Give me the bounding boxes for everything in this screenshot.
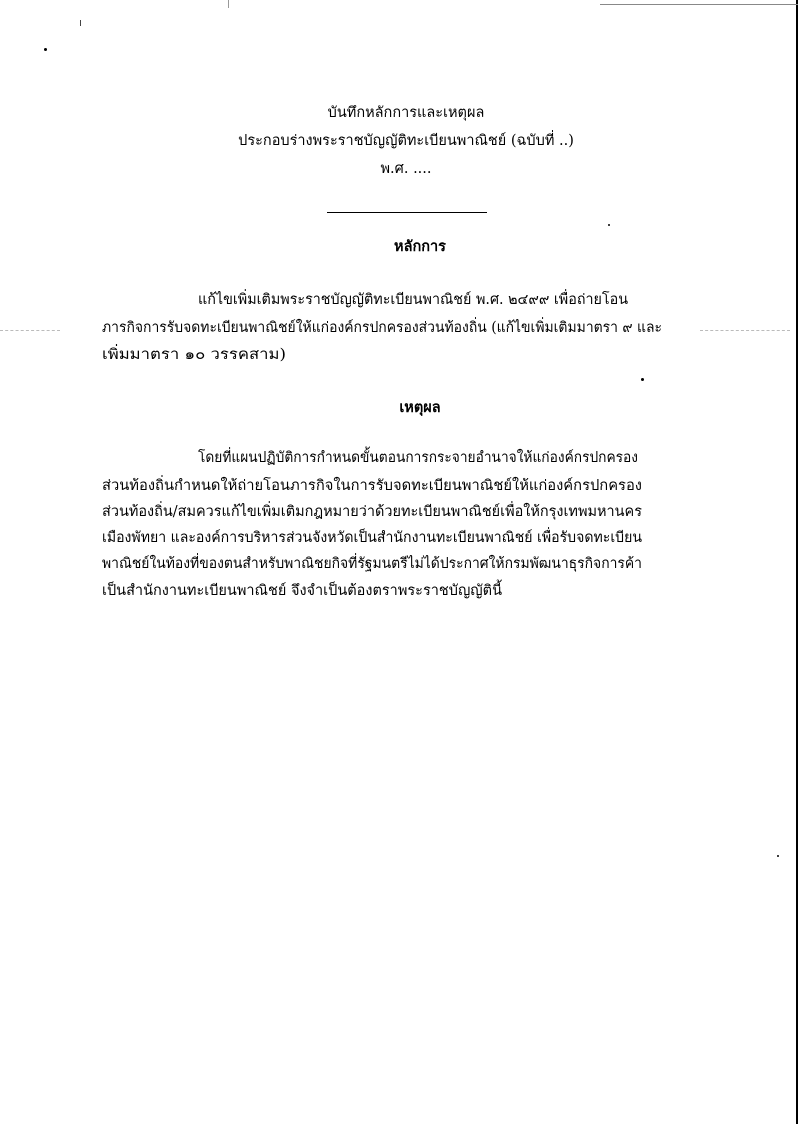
reason-line: พาณิชย์ในท้องที่ของตนสำหรับพาณิชยกิจที่รัฐมนตรีไม่ได้ประกาศให้กรมพัฒนาธุรกิจการค้า xyxy=(102,556,642,572)
scan-mark-left xyxy=(80,20,81,26)
principle-line: แก้ไขเพิ่มเติมพระราชบัญญัติทะเบียนพาณิชย์ พ.ศ. ๒๔๙๙ เพื่อถ่ายโอน xyxy=(198,292,628,308)
scan-speck xyxy=(44,48,47,51)
scan-speck xyxy=(608,224,610,226)
principle-line: เพิ่มมาตรา ๑๐ วรรคสาม) xyxy=(102,347,287,363)
reason-line: เป็นสำนักงานทะเบียนพาณิชย์ จึงจำเป็นต้องตราพระราชบัญญัตินี้ xyxy=(102,583,502,599)
reason-line: ส่วนท้องถิ่น/สมควรแก้ไขเพิ่มเติมกฎหมายว่าด้วยทะเบียนพาณิชย์เพื่อให้กรุงเทพมหานคร xyxy=(102,504,642,520)
reason-line: เมืองพัทยา และองค์การบริหารส่วนจังหวัดเป็นสำนักงานทะเบียนพาณิชย์ เพื่อรับจดทะเบียน xyxy=(102,530,642,546)
scan-edge-top xyxy=(600,4,798,5)
reason-heading: เหตุผล xyxy=(399,399,441,416)
title-divider xyxy=(327,212,487,213)
principle-line: ภารกิจการรับจดทะเบียนพาณิชย์ให้แก่องค์กรปกครองส่วนท้องถิ่น (แก้ไขเพิ่มเติมมาตรา ๙ และ xyxy=(102,320,662,336)
scan-fold-line-right xyxy=(700,330,790,331)
scan-speck xyxy=(777,855,779,857)
memo-title: บันทึกหลักการและเหตุผล xyxy=(327,105,485,121)
scan-speck xyxy=(641,378,644,381)
reason-line: ส่วนท้องถิ่นกำหนดให้ถ่ายโอนภารกิจในการรับจดทะเบียนพาณิชย์ให้แก่องค์กรปกครอง xyxy=(102,478,642,494)
reason-line: โดยที่แผนปฏิบัติการกำหนดขั้นตอนการกระจายอำนาจให้แก่องค์กรปกครอง xyxy=(198,450,638,466)
principle-heading: หลักการ xyxy=(394,238,446,255)
scan-fold-line-left xyxy=(0,330,60,331)
scan-mark-top xyxy=(228,0,229,8)
memo-year: พ.ศ. .... xyxy=(380,161,432,177)
memo-subtitle: ประกอบร่างพระราชบัญญัติทะเบียนพาณิชย์ (ฉบับที่ ..) xyxy=(238,133,574,149)
